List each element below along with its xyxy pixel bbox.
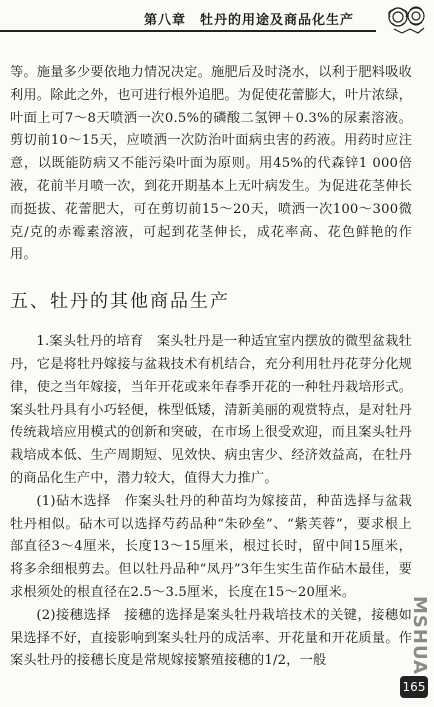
page-number: 165: [400, 676, 428, 698]
paragraph-scion: (2)接穗选择 接穗的选择是案头牡丹栽培技术的关键，接穗如果选择不好，直接影响到案头牡丹的成活率、开花量和开花质量。作案头牡丹的接穗长度是常规嫁接繁殖接穗的1/2，一般: [10, 607, 412, 669]
paragraph-fertilizer: 等。施量多少要依地力情况决定。施肥后及时浇水，以利于肥料吸收利用。除此之外，也可进行根外追肥。为促使花蕾膨大，叶片浓绿，叶面上可7～8天喷洒一次0.5%的磷酸二氢钾＋0.3%的尿素溶液。剪切前10～15天，应喷洒一次防治叶面病虫害的药液。用药时应注意，以既能防病又不能污染叶面为原则。用45%的代森锌1 000倍液，花前半月喷一次，到花开期基本上无叶病发生。为促进花茎伸长而挺拔、花蕾肥大，可在剪切前15～20天，喷洒一次100～300微克/克的赤霉素溶液，可起到花茎伸长，成花率高、花色鲜艳的作用。: [10, 65, 412, 263]
watermark: MSHUA: [409, 596, 430, 675]
page-content: [10, 62, 412, 673]
chapter-title: 第八章 牡丹的用途及商品化生产: [143, 13, 354, 28]
header-rule: [0, 30, 376, 32]
paragraph-rootstock: (1)砧木选择 作案头牡丹的种苗均为嫁接苗，种苗选择与盆栽牡丹相似。砧木可以选择芍药品种“朱砂垒”、“紫芙蓉”，要求根上部直径3～4厘米，长度13～15厘米，根过长时，留中间15厘米，将多余细根剪去。但以牡丹品种“凤丹”3年生实生苗作砧木最佳，要求根须处的根直径在2.5～3.5厘米，长度在15～20厘米。: [10, 493, 412, 600]
section-heading: 五、牡丹的其他商品生产: [10, 291, 230, 313]
page-header: [0, 0, 434, 34]
peony-emblem-icon: [384, 2, 428, 36]
paragraph-desktop-peony: 1.案头牡丹的培育 案头牡丹是一种适宜室内摆放的微型盆栽牡丹，它是将牡丹嫁接与盆栽技术有机结合，充分利用牡丹花芽分化规律，使之当年嫁接，当年开花或来年春季开花的一种牡丹栽培形式。案头牡丹具有小巧轻便，株型低矮，清新美丽的观赏特点，是对牡丹传统栽培应用模式的创新和突破，在市场上很受欢迎，而且案头牡丹栽培成本低、生产周期短、见效快、病虫害少、经济效益高，在牡丹的商品化生产中，潜力较大，值得大力推广。: [10, 334, 412, 486]
